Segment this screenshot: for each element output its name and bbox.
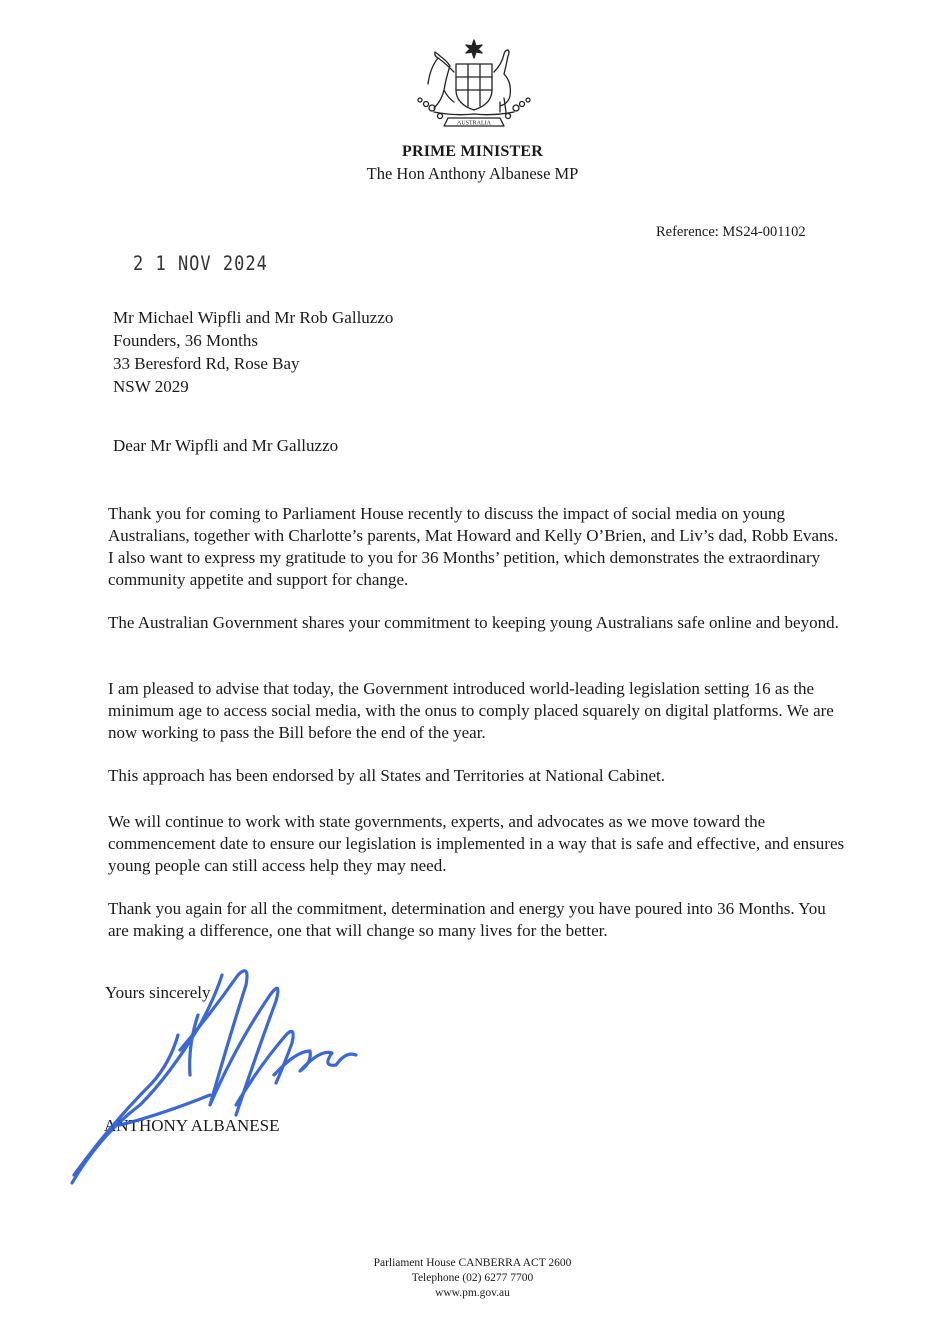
footer-website[interactable]: www.pm.gov.au: [435, 1287, 510, 1299]
recipient-line: NSW 2029: [113, 377, 189, 396]
crest-banner-text: AUSTRALIA: [457, 120, 491, 127]
closing: Yours sincerely: [105, 983, 211, 1002]
footer-telephone: Telephone (02) 6277 7700: [411, 1272, 534, 1284]
recipient-line: 33 Beresford Rd, Rose Bay: [113, 354, 300, 373]
body-paragraph: Thank you for coming to Parliament House recently to discuss the impact of social media on young Australians, together with Charlotte’s parents, Mat Howard and Kelly O’Brien, and Liv’s dad, Robb Evans. I also want to express my gratitude to you for 36 Months’ petition, which demonstrates the extraordinary community appetite and support for change.: [108, 504, 839, 589]
recipient-line: Mr Michael Wipfli and Mr Rob Galluzzo: [113, 308, 394, 327]
australian-coat-of-arms-icon: [404, 38, 544, 133]
body-paragraph: This approach has been endorsed by all States and Territories at National Cabinet.: [108, 766, 665, 785]
signatory-name: ANTHONY ALBANESE: [104, 1116, 280, 1135]
office-title: PRIME MINISTER: [401, 143, 544, 160]
minister-name: The Hon Anthony Albanese MP: [366, 164, 579, 183]
recipient-address: [113, 306, 393, 398]
recipient-line: Founders, 36 Months: [113, 331, 258, 350]
body-paragraph: The Australian Government shares your commitment to keeping young Australians safe online and beyond.: [108, 613, 839, 632]
handwritten-signature-icon: [60, 955, 370, 1195]
footer: [0, 1256, 945, 1301]
body-paragraph: Thank you again for all the commitment, determination and energy you have poured into 36 Months. You are making a difference, one that will change so many lives for the better.: [108, 899, 826, 940]
body-paragraph: I am pleased to advise that today, the Government introduced world-leading legislation setting 16 as the minimum age to access social media, with the onus to comply placed squarely on digital platforms. We are now working to pass the Bill before the end of the year.: [108, 679, 834, 742]
footer-address: Parliament House CANBERRA ACT 2600: [373, 1257, 572, 1269]
body-paragraph: We will continue to work with state governments, experts, and advocates as we move toward the commencement date to ensure our legislation is implemented in a way that is safe and effective, and ensures young people can still access help they may need.: [108, 812, 845, 875]
salutation: Dear Mr Wipfli and Mr Galluzzo: [113, 436, 339, 455]
date-stamp: 2 1 NOV 2024: [133, 252, 268, 276]
reference-number: Reference: MS24-001102: [656, 224, 806, 240]
